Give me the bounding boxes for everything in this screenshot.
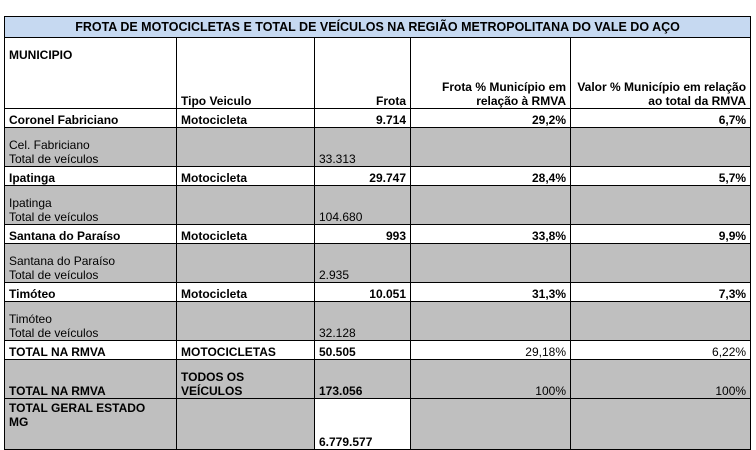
empty-cell	[571, 399, 751, 450]
total-rmva-pct-total: 100%	[571, 360, 751, 399]
total-geral-row	[5, 399, 751, 450]
tipo-veiculo: Motocicleta	[177, 283, 315, 302]
total-frota-value: 104.680	[315, 186, 411, 225]
frota-table	[4, 16, 751, 450]
empty-cell	[411, 244, 571, 283]
total-label-line-1: Timóteo	[9, 312, 52, 326]
header-frota: Frota	[315, 38, 411, 109]
table-row	[5, 225, 751, 244]
empty-cell	[177, 128, 315, 167]
municipio-name: Coronel Fabriciano	[5, 109, 177, 128]
total-rmva-motos-row	[5, 341, 751, 360]
header-pct-total: Valor % Município em relação ao total da RMVA	[571, 38, 751, 109]
title-row	[5, 17, 751, 38]
total-label	[5, 186, 177, 225]
table-title: FROTA DE MOTOCICLETAS E TOTAL DE VEÍCULOS NA REGIÃO METROPOLITANA DO VALE DO AÇO	[5, 17, 751, 38]
total-rmva-label: TOTAL NA RMVA	[5, 360, 177, 399]
pct-rmva-value: 28,4%	[411, 167, 571, 186]
total-label-line-2: Total de veículos	[9, 326, 99, 340]
frota-value: 9.714	[315, 109, 411, 128]
total-rmva-veiculos-row	[5, 360, 751, 399]
total-label-line-1: Santana do Paraíso	[9, 254, 116, 268]
empty-cell	[411, 399, 571, 450]
total-rmva-label: TOTAL NA RMVA	[5, 341, 177, 360]
frota-value: 29.747	[315, 167, 411, 186]
total-label-line-1: Ipatinga	[9, 196, 52, 210]
total-label	[5, 128, 177, 167]
tipo-veiculo: Motocicleta	[177, 225, 315, 244]
total-label-line-1: Cel. Fabriciano	[9, 138, 90, 152]
total-label	[5, 244, 177, 283]
total-label-line-2: Total de veículos	[9, 268, 99, 282]
frota-value: 993	[315, 225, 411, 244]
empty-cell	[571, 128, 751, 167]
pct-rmva-value: 31,3%	[411, 283, 571, 302]
municipio-name: Santana do Paraíso	[5, 225, 177, 244]
total-frota-value: 2.935	[315, 244, 411, 283]
total-geral-label	[5, 399, 177, 450]
total-rmva-pct-rmva: 100%	[411, 360, 571, 399]
total-rmva-pct-total: 6,22%	[571, 341, 751, 360]
total-frota-value: 32.128	[315, 302, 411, 341]
empty-cell	[177, 399, 315, 450]
total-label-line-2: Total de veículos	[9, 152, 99, 166]
table-row	[5, 128, 751, 167]
table-row	[5, 283, 751, 302]
tipo-veiculo: Motocicleta	[177, 167, 315, 186]
total-rmva-frota: 173.056	[315, 360, 411, 399]
municipio-name: Timóteo	[5, 283, 177, 302]
empty-cell	[411, 186, 571, 225]
table-row	[5, 186, 751, 225]
total-geral-label-line-1: TOTAL GERAL ESTADO	[9, 401, 146, 415]
total-rmva-frota: 50.505	[315, 341, 411, 360]
table-row	[5, 302, 751, 341]
pct-total-value: 6,7%	[571, 109, 751, 128]
pct-total-value: 5,7%	[571, 167, 751, 186]
total-geral-frota: 6.779.577	[315, 399, 411, 450]
empty-cell	[571, 244, 751, 283]
table-row	[5, 167, 751, 186]
total-label	[5, 302, 177, 341]
total-label-line-2: Total de veículos	[9, 210, 99, 224]
pct-total-value: 9,9%	[571, 225, 751, 244]
empty-cell	[177, 302, 315, 341]
empty-cell	[411, 302, 571, 341]
total-geral-label-line-2: MG	[9, 415, 29, 429]
total-rmva-tipo-line-1: TODOS OS	[181, 370, 245, 384]
table-row	[5, 109, 751, 128]
empty-cell	[177, 186, 315, 225]
total-rmva-tipo	[177, 360, 315, 399]
header-pct-rmva: Frota % Município em relação à RMVA	[411, 38, 571, 109]
tipo-veiculo: Motocicleta	[177, 109, 315, 128]
total-rmva-tipo: MOTOCICLETAS	[177, 341, 315, 360]
total-rmva-tipo-line-2: VEÍCULOS	[181, 384, 243, 398]
pct-rmva-value: 29,2%	[411, 109, 571, 128]
empty-cell	[571, 302, 751, 341]
total-rmva-pct-rmva: 29,18%	[411, 341, 571, 360]
municipio-name: Ipatinga	[5, 167, 177, 186]
total-frota-value: 33.313	[315, 128, 411, 167]
empty-cell	[177, 244, 315, 283]
empty-cell	[411, 128, 571, 167]
table-row	[5, 244, 751, 283]
pct-rmva-value: 33,8%	[411, 225, 571, 244]
header-tipo: Tipo Veiculo	[177, 38, 315, 109]
header-municipio: MUNICIPIO	[5, 38, 177, 109]
frota-value: 10.051	[315, 283, 411, 302]
empty-cell	[571, 186, 751, 225]
header-row	[5, 38, 751, 109]
pct-total-value: 7,3%	[571, 283, 751, 302]
